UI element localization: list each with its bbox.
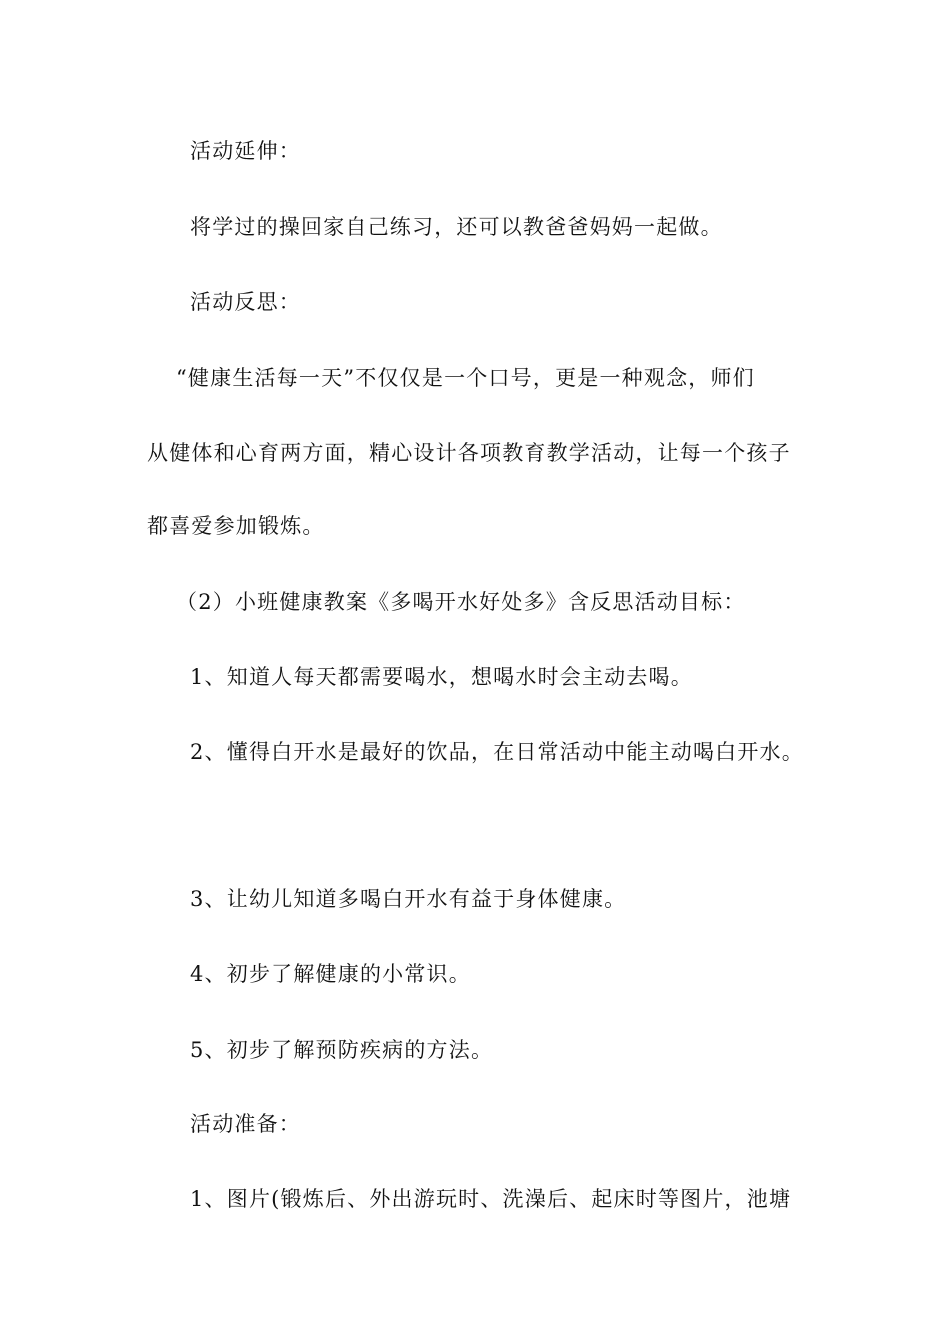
objective-item: 3、让幼儿知道多喝白开水有益于身体健康。 xyxy=(190,887,627,911)
objective-item: 5、初步了解预防疾病的方法。 xyxy=(190,1038,494,1062)
section-heading-reflection: 活动反思： xyxy=(190,290,301,314)
preparation-item: 1、图片(锻炼后、外出游玩时、洗澡后、起床时等图片，池塘 xyxy=(190,1187,792,1211)
paragraph-line: 从健体和心育两方面，精心设计各项教育教学活动，让每一个孩子 xyxy=(147,441,791,465)
lesson-title: （2）小班健康教案《多喝开水好处多》含反思活动目标： xyxy=(176,590,746,614)
objective-item: 4、初步了解健康的小常识。 xyxy=(190,962,471,986)
paragraph-line: 将学过的操回家自己练习，还可以教爸爸妈妈一起做。 xyxy=(190,215,723,239)
paragraph-line: 都喜爱参加锻炼。 xyxy=(147,514,325,538)
section-heading-preparation: 活动准备： xyxy=(190,1112,301,1136)
objective-item: 1、知道人每天都需要喝水，想喝水时会主动去喝。 xyxy=(190,665,693,689)
paragraph-line: “健康生活每一天”不仅仅是一个口号，更是一种观念，师们 xyxy=(176,366,755,390)
section-heading-extension: 活动延伸： xyxy=(190,139,301,163)
objective-item: 2、懂得白开水是最好的饮品，在日常活动中能主动喝白开水。 xyxy=(190,740,804,764)
